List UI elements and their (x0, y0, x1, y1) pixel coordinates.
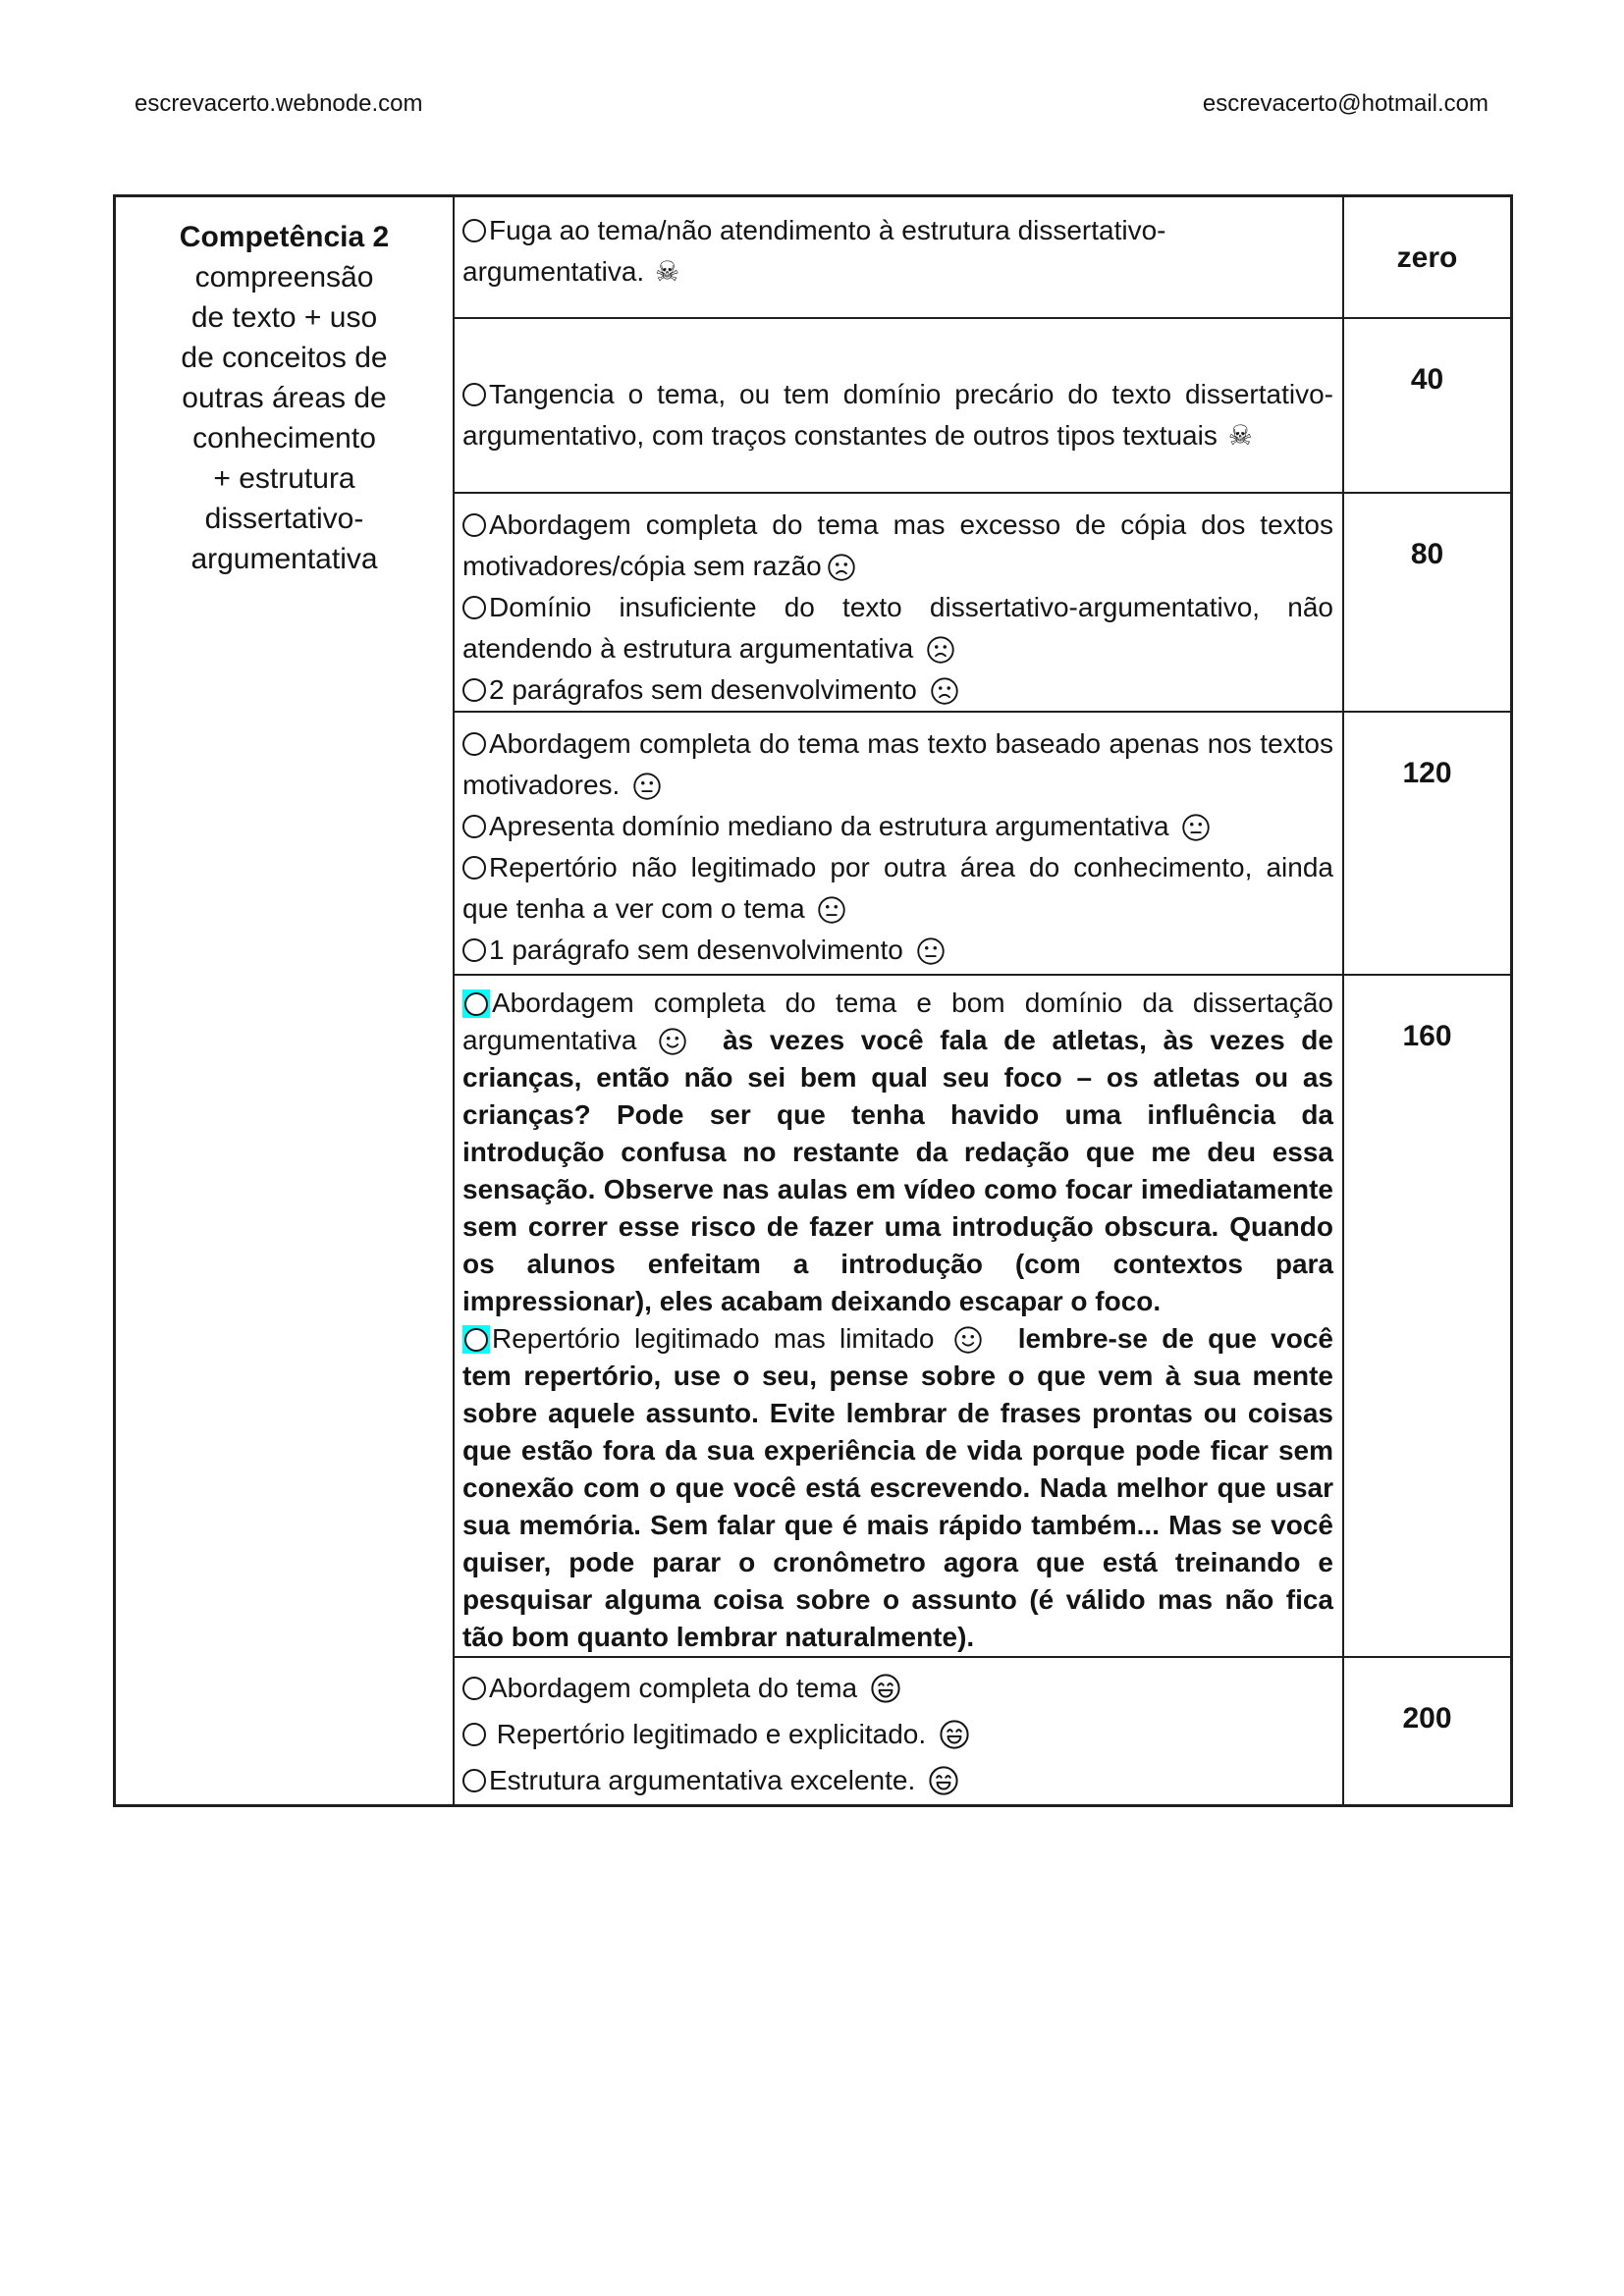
option-circle-icon (462, 219, 486, 242)
competence-description-line: argumentativa (190, 543, 378, 575)
criteria-cell-160 (454, 975, 1343, 1657)
option-circle-icon (462, 856, 486, 880)
option-circle-icon (462, 1723, 486, 1746)
criterion-text: Abordagem completa do tema mas texto baseado apenas nos textos motivadores. (462, 727, 1333, 800)
neutral-face-emoji-icon (916, 936, 946, 966)
criteria-cell-200 (454, 1657, 1343, 1806)
criterion-text: Repertório legitimado mas limitado (492, 1322, 948, 1354)
score-cell-200: 200 (1343, 1657, 1512, 1806)
criterion-text: Abordagem completa do tema mas excesso de cópia dos textos motivadores/cópia sem razão (462, 508, 1333, 581)
criterion-item (462, 985, 1333, 1320)
grin-face-emoji-icon (870, 1673, 901, 1704)
competence-description-line: de conceitos de (181, 342, 388, 374)
competence-title: Competência 2 (179, 221, 390, 253)
header-email: escrevacerto@hotmail.com (1202, 90, 1489, 117)
criterion-text: Fuga ao tema/não atendimento à estrutura dissertativo-argumentativa. (462, 215, 1166, 287)
criterion-text: Apresenta domínio mediano da estrutura argumentativa (489, 810, 1177, 841)
skull-emoji-icon: ☠ (1227, 418, 1253, 452)
criterion-item (462, 505, 1333, 587)
criterion-text: Repertório legitimado e explicitado. (489, 1718, 934, 1749)
criterion-text: Abordagem completa do tema e bom domínio da dissertação argumentativa (462, 987, 1333, 1055)
competence-description-line: + estrutura (213, 462, 355, 495)
competence-description-line: outras áreas de (182, 382, 387, 414)
option-circle-icon (462, 596, 486, 619)
grader-comment: lembre-se de que você tem repertório, use o seu, pense sobre o que vem à sua mente sobre aquele assunto. Evite lembrar de frases prontas ou coisas que estão fora da sua experiência de vida porque pode ficar sem conexão com o que você está escrevendo. Nada melhor que usar sua memória. Sem falar que é mais rápido também... Mas se você quiser, pode parar o cronômetro agora que está treinando e pesquisar alguma coisa sobre o assunto (é válido mas não fica tão bom quanto lembrar naturalmente). (462, 1322, 1333, 1652)
criterion-text: 2 parágrafos sem desenvolvimento (489, 673, 925, 705)
option-circle-icon (462, 678, 486, 702)
option-circle-icon (462, 513, 486, 537)
criterion-item (462, 587, 1333, 669)
option-circle-icon (462, 938, 486, 962)
criterion-item (462, 374, 1333, 456)
competence-description-line: dissertativo- (204, 503, 364, 535)
score-cell-zero: zero (1343, 196, 1512, 318)
competence-description-line: conhecimento (192, 422, 376, 454)
option-circle-icon (462, 1769, 486, 1792)
option-circle-icon (464, 992, 488, 1016)
neutral-face-emoji-icon (817, 895, 846, 925)
score-cell-80: 80 (1343, 493, 1512, 712)
criterion-text: 1 parágrafo sem desenvolvimento (489, 934, 911, 965)
criterion-item (462, 1665, 1333, 1711)
criterion-item (462, 1757, 1333, 1803)
neutral-face-emoji-icon (632, 772, 662, 801)
grader-comment: às vezes você fala de atletas, às vezes de crianças, então não sei bem qual seu foco – os atletas ou as crianças? Pode ser que tenha havido uma influência da introdução confusa no restante da redação que me deu essa sensação. Observe nas aulas em vídeo como focar imediatamente sem correr esse risco de fazer uma introdução obscura. Quando os alunos enfeitam a introdução (com contextos para impressionar), eles acabam deixando escapar o foco. (462, 1024, 1333, 1316)
score-cell-120: 120 (1343, 712, 1512, 975)
criteria-cell-zero (454, 196, 1343, 318)
option-circle-icon (462, 815, 486, 838)
criterion-text: Tangencia o tema, ou tem domínio precário do texto dissertativo-argumentativo, com traços constantes de outros tipos textuais (462, 378, 1333, 451)
smile-face-emoji-icon (953, 1325, 983, 1355)
rubric-table (113, 194, 1513, 1807)
criterion-item (462, 669, 1333, 711)
bullet-highlight (462, 1325, 490, 1354)
sad-face-emoji-icon (926, 635, 955, 665)
criterion-item (462, 806, 1333, 847)
criterion-item (462, 1711, 1333, 1757)
criterion-item (462, 847, 1333, 930)
option-circle-icon (462, 1677, 486, 1700)
sad-face-emoji-icon (827, 553, 856, 582)
criterion-item (462, 930, 1333, 971)
skull-emoji-icon: ☠ (655, 255, 680, 288)
option-circle-icon (462, 383, 486, 406)
criteria-cell-40 (454, 318, 1343, 493)
neutral-face-emoji-icon (1181, 813, 1211, 842)
competence-description-line: compreensão (194, 261, 374, 294)
competence-description-line: de texto + uso (190, 301, 378, 334)
criterion-text: Domínio insuficiente do texto dissertativo-argumentativo, não atendendo à estrutura argumentativa (462, 591, 1333, 664)
bullet-highlight (462, 989, 490, 1018)
sad-face-emoji-icon (930, 676, 959, 706)
criteria-cell-120 (454, 712, 1343, 975)
header-site-url: escrevacerto.webnode.com (135, 90, 423, 117)
score-cell-160: 160 (1343, 975, 1512, 1657)
smile-face-emoji-icon (658, 1027, 687, 1056)
criterion-text: Repertório não legitimado por outra área do conhecimento, ainda que tenha a ver com o tema (462, 851, 1333, 924)
grin-face-emoji-icon (939, 1719, 970, 1750)
option-circle-icon (464, 1328, 488, 1352)
option-circle-icon (462, 732, 486, 756)
criteria-cell-80 (454, 493, 1343, 712)
criterion-item (462, 210, 1333, 293)
criterion-item (462, 723, 1333, 806)
competence-cell (115, 196, 455, 1806)
criterion-text: Abordagem completa do tema (489, 1672, 865, 1703)
score-cell-40: 40 (1343, 318, 1512, 493)
grin-face-emoji-icon (928, 1765, 959, 1796)
criterion-text: Estrutura argumentativa excelente. (489, 1764, 924, 1795)
criterion-item (462, 1320, 1333, 1656)
